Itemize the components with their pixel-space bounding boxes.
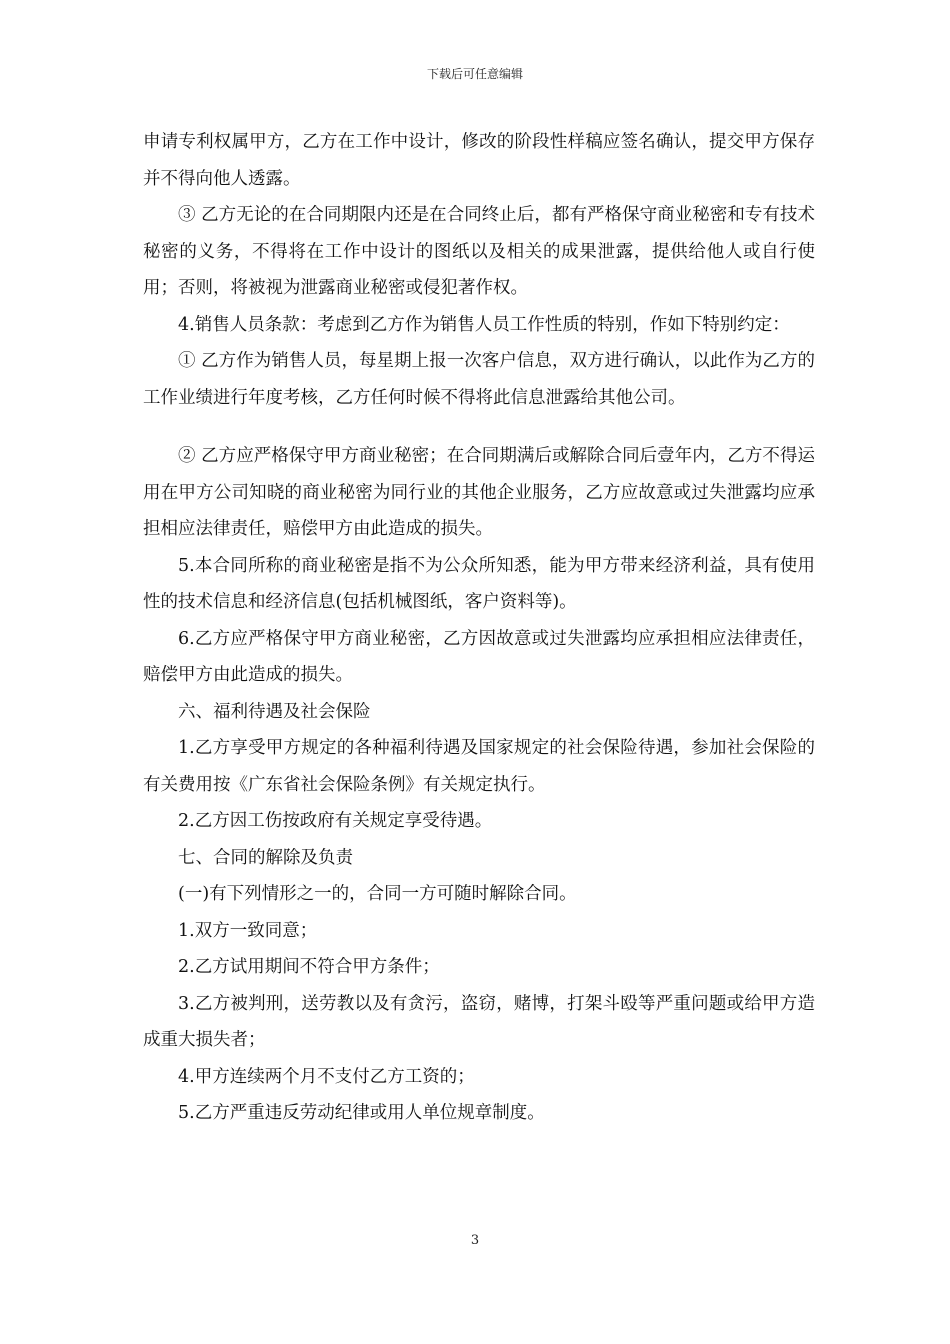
paragraph: 七、合同的解除及负责 xyxy=(178,847,353,868)
paragraph: ① 乙方作为销售人员，每星期上报一次客户信息，双方进行确认，以此作为乙方的工作业绩进行年度考核，乙方任何时候不得将此信息泄露给其他公司。 xyxy=(143,351,815,408)
paragraph: 4.甲方连续两个月不支付乙方工资的； xyxy=(178,1066,475,1087)
paragraph: 1.双方一致同意； xyxy=(178,920,318,941)
paragraph: 2.乙方因工伤按政府有关规定享受待遇。 xyxy=(178,811,493,831)
page-header: 下载后可任意编辑 xyxy=(426,67,523,81)
paragraph: 2.乙方试用期间不符合甲方条件； xyxy=(178,957,440,977)
paragraph: 4.销售人员条款：考虑到乙方作为销售人员工作性质的特别，作如下特别约定： xyxy=(178,314,790,335)
paragraph: (一)有下列情形之一的，合同一方可随时解除合同。 xyxy=(178,884,577,904)
paragraph: 5.本合同所称的商业秘密是指不为公众所知悉，能为甲方带来经济利益，具有使用性的技术信息和经济信息(包括机械图纸，客户资料等)。 xyxy=(143,555,815,612)
paragraph: ② 乙方应严格保守甲方商业秘密；在合同期满后或解除合同后壹年内，乙方不得运用在甲方公司知晓的商业秘密为同行业的其他企业服务，乙方应故意或过失泄露均应承担相应法律责任，赔偿甲方由此造成的损失。 xyxy=(143,446,815,539)
paragraph: 6.乙方应严格保守甲方商业秘密，乙方因故意或过失泄露均应承担相应法律责任，赔偿甲方由此造成的损失。 xyxy=(143,628,815,685)
paragraph: 六、福利待遇及社会保险 xyxy=(178,701,371,722)
page-number: 3 xyxy=(470,1233,480,1248)
paragraph: 申请专利权属甲方，乙方在工作中设计，修改的阶段性样稿应签名确认，提交甲方保存并不得向他人透露。 xyxy=(143,132,815,189)
paragraph: 5.乙方严重违反劳动纪律或用人单位规章制度。 xyxy=(178,1103,545,1123)
paragraph: ③ 乙方无论的在合同期限内还是在合同终止后，都有严格保守商业秘密和专有技术秘密的义务，不得将在工作中设计的图纸以及相关的成果泄露，提供给他人或自行使用；否则，将被视为泄露商业秘密或侵犯著作权。 xyxy=(143,205,815,298)
paragraph: 1.乙方享受甲方规定的各种福利待遇及国家规定的社会保险待遇，参加社会保险的有关费用按《广东省社会保险条例》有关规定执行。 xyxy=(143,738,815,795)
document-body xyxy=(143,124,815,1132)
paragraph: 3.乙方被判刑，送劳教以及有贪污，盗窃，赌博，打架斗殴等严重问题或给甲方造成重大损失者； xyxy=(143,993,815,1050)
